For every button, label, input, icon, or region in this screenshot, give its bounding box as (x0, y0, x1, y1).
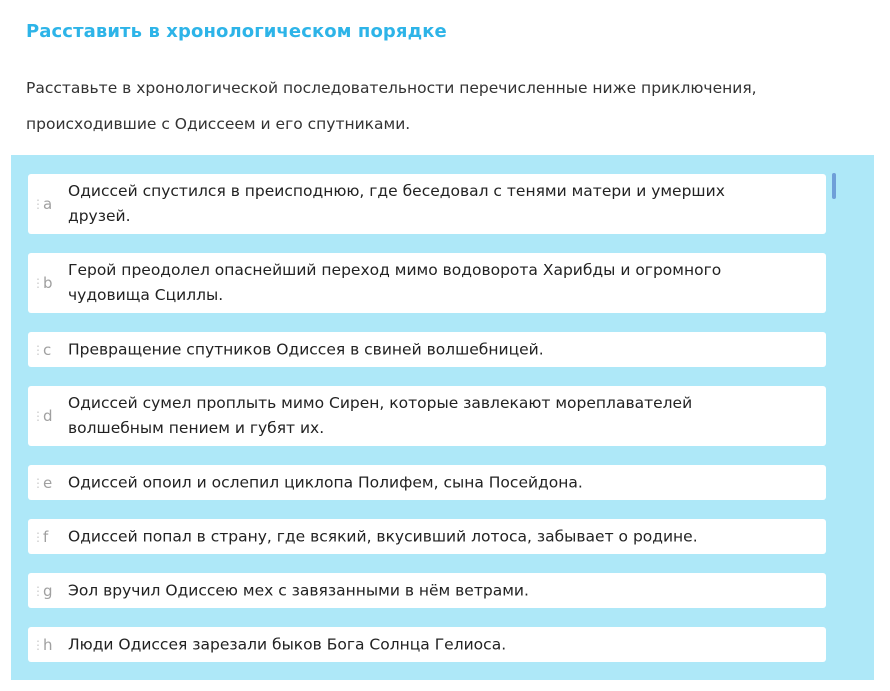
scrollbar-thumb[interactable] (832, 173, 836, 199)
page-title: Расставить в хронологическом порядке (26, 21, 447, 42)
list-item-e[interactable] (28, 465, 826, 500)
drag-handle-icon[interactable]: ⋮ (32, 583, 44, 598)
list-item-g[interactable] (28, 573, 826, 608)
item-text: Одиссей попал в страну, где всякий, вкусивший лотоса, забывает о родине. (68, 527, 698, 545)
drag-handle-icon[interactable]: ⋮ (32, 637, 44, 652)
item-text: Люди Одиссея зарезали быков Бога Солнца Гелиоса. (68, 635, 507, 653)
list-item-a[interactable] (28, 174, 826, 234)
list-item-b[interactable] (28, 253, 826, 313)
item-letter: c (43, 340, 52, 359)
drag-handle-icon[interactable]: ⋮ (32, 197, 44, 211)
item-letter: h (43, 635, 53, 654)
drag-handle-icon[interactable]: ⋮ (32, 342, 44, 357)
item-text: Одиссей опоил и ослепил циклопа Полифем, сына Посейдона. (68, 473, 583, 491)
item-text: Герой преодолел опаснейший переход мимо водоворота Харибды и огромного чудовища Сциллы. (68, 261, 722, 304)
item-letter: d (43, 407, 53, 425)
item-letter: e (43, 473, 53, 492)
item-letter: a (43, 195, 53, 213)
list-item-h[interactable] (28, 627, 826, 662)
instruction-text: Расставьте в хронологической последовательности перечисленные ниже приключения, происходившие с Одиссеем и его спутниками. (26, 79, 757, 133)
drag-handle-icon[interactable]: ⋮ (32, 409, 44, 423)
list-item-c[interactable] (28, 332, 826, 367)
drag-handle-icon[interactable]: ⋮ (32, 475, 44, 490)
item-letter: b (43, 274, 53, 292)
item-letter: g (43, 581, 53, 600)
item-text: Эол вручил Одиссею мех с завязанными в нём ветрами. (68, 581, 529, 599)
drag-handle-icon[interactable]: ⋮ (32, 276, 44, 290)
item-text: Одиссей спустился в преисподнюю, где беседовал с тенями матери и умерших друзей. (68, 182, 725, 225)
item-text: Одиссей сумел проплыть мимо Сирен, которые завлекают мореплавателей волшебным пением и губят их. (68, 394, 693, 437)
drag-handle-icon[interactable]: ⋮ (32, 529, 44, 544)
item-letter: f (43, 527, 49, 546)
sortable-list (11, 155, 874, 680)
list-item-d[interactable] (28, 386, 826, 446)
list-item-f[interactable] (28, 519, 826, 554)
item-text: Превращение спутников Одиссея в свиней волшебницей. (68, 340, 544, 358)
